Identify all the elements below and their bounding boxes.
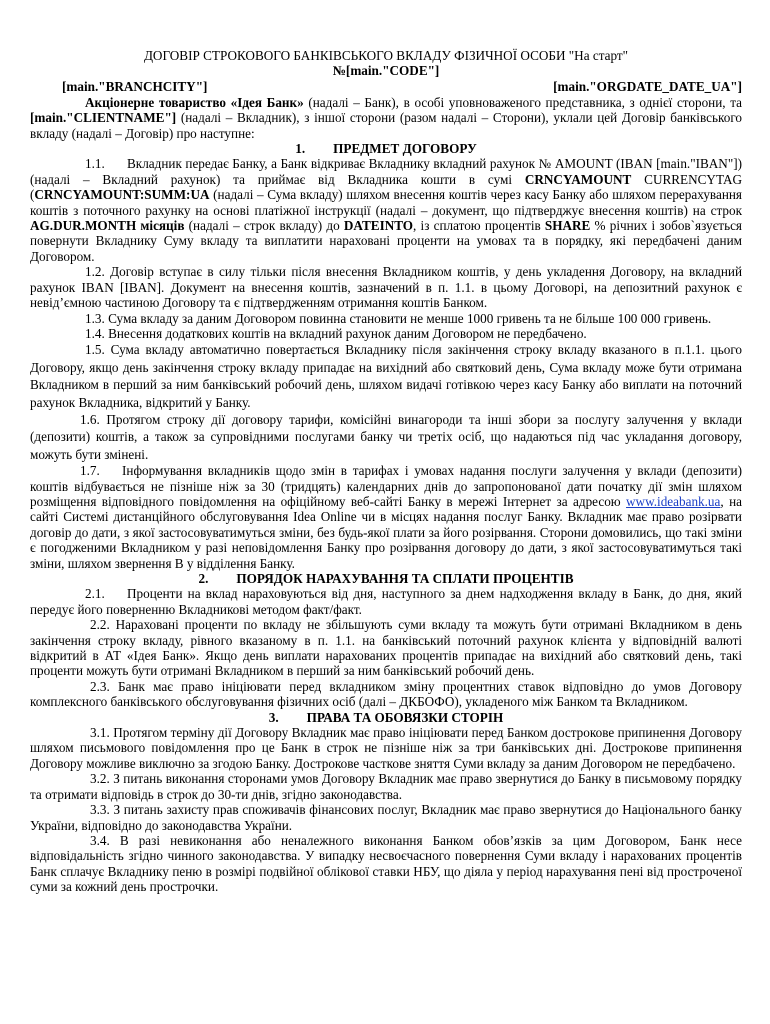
deposit-amount: CRNCYAMOUNT xyxy=(524,171,632,187)
clause-1-7-number: 1.7. xyxy=(80,463,100,479)
section-3-title: ПРАВА ТА ОБОВЯЗКИ СТОРІН xyxy=(306,709,504,725)
clause-1-7-text-a: Інформування вкладників щодо змін в тарифах і умовах надання послуги залучення у вклади (депозити) коштів відбувається не пізніше ніж за 30 (тридцять) календарних днів до запропонованої дати початку дії змін шляхом розміщення відповідного повідомлення на офіційному веб-сайті Банку в мережі Інтернет за адресою xyxy=(30,463,742,509)
clause-1-1-text-d: (надалі – строк вкладу) до xyxy=(184,218,344,234)
clause-1-1-text-a: Вкладник передає Банку, а Банк відкриває Вкладнику вкладний рахунок № AMOUNT (IBAN [main."IBAN"]) (надалі – Вкладний рахунок) та приймає від Вкладника кошти в сумі xyxy=(30,156,742,187)
clause-1-1-text-e: , із сплатою процентів xyxy=(413,218,545,234)
section-2-title: ПОРЯДОК НАРАХУВАННЯ ТА СПЛАТИ ПРОЦЕНТІВ xyxy=(236,571,574,586)
clause-1-2: 1.2. Договір вступає в силу тільки після внесення Вкладником коштів, у день укладення Договору, на вкладний рахунок IBAN [IBAN]. Документ на внесення коштів, зазначений в п. 1.1. в цьому Договорі, на депозитний рахунок є невід’ємною частиною Договору та є підтвердженням отримання коштів Банком. xyxy=(30,264,742,311)
clause-1-6: 1.6. Протягом строку дії договору тарифи, комісійні винагороди та інші збори за послугу залучення у вклади (депозити) коштів, а також за супровідними послугами банку чи третіх осіб, що надаються під час укладання договору, можуть бути змінені. xyxy=(30,411,742,462)
clause-2-3: 2.3. Банк має право ініціювати перед вкладником зміну процентних ставок відповідно до умов Договору комплексного банківського обслуговування фізичних осіб (далі – ДКБОФО), укладеного між Банком та Вкладником. xyxy=(30,678,742,710)
clause-2-1-number: 2.1. xyxy=(85,586,105,602)
document-title xyxy=(30,48,742,79)
clause-1-1 xyxy=(30,156,742,264)
clause-3-2: 3.2. З питань виконання сторонами умов Договору Вкладник має право звернутися до Банку в письмовому порядку та отримати відповідь в строк до 30-ти днів, згідно законодавства. xyxy=(30,771,742,802)
section-3-heading xyxy=(30,710,742,725)
clause-2-2: 2.2. Нараховані проценти по вкладу не збільшують суми вкладу та можуть бути отримані Вкладником в день закінчення строку вкладу, рівного вказаному в п. 1.1. на банківський поточний рахунок клієнта у відповідній валюті відкритий в АТ «Ідея Банк». Якщо день виплати нарахованих процентів припадає на вихідний або святковий день, такі проценти можуть бути отримані Вкладником в перший за ним банківський робочий день. xyxy=(30,617,742,679)
section-2-heading xyxy=(30,571,742,586)
clause-3-1: 3.1. Протягом терміну дії Договору Вкладник має право ініціювати перед Банком дострокове припинення Договору шляхом письмового повідомлення про це Банк в строк не пізніше ніж за три банківських дні. Дострокове припинення Договору можливе виключно за згодою Банку. Дострокове часткове зняття Суми вкладу за даним Договором не передбачено. xyxy=(30,725,742,771)
section-3-number: 3. xyxy=(268,709,279,725)
bank-website-link[interactable]: www.ideabank.ua xyxy=(626,493,721,509)
client-name: [main."CLIENTNAME"] xyxy=(30,110,177,126)
section-1-heading xyxy=(30,141,742,156)
contract-number: №[main."CODE"] xyxy=(332,63,440,79)
clause-1-1-number: 1.1. xyxy=(85,156,105,172)
interest-rate: SHARE xyxy=(544,218,591,234)
clause-3-3: 3.3. З питань захисту прав споживачів фінансових послуг, Вкладник має право звернутися до Національного банку України, відповідно до законодавства України. xyxy=(30,802,742,833)
clause-1-4: 1.4. Внесення додаткових коштів на вкладний рахунок даним Договором не передбачено. xyxy=(85,325,587,341)
branch-city: [main."BRANCHCITY"] xyxy=(62,78,208,94)
contract-date: [main."ORGDATE_DATE_UA"] xyxy=(553,78,742,94)
deposit-amount-words: CRNCYAMOUNT:SUMM:UA xyxy=(34,187,210,203)
preamble xyxy=(30,95,742,141)
clause-1-3: 1.3. Сума вкладу за даним Договором повинна становити не менше 1000 гривень та не більше 100 000 гривень. xyxy=(85,310,712,326)
clause-1-5: 1.5. Сума вкладу автоматично повертається Вкладнику після закінчення строку вкладу вказаного в п.1.1. цього Договору, якщо день закінчення строку вкладу припадає на вихідний або святковий день, Сума вкладу може бути отримана Вкладником в перший за ним банківський робочий день, шляхом видачі готівкою через касу Банку або виплати на поточний рахунок Вкладника, відкритий у Банку. xyxy=(30,342,742,410)
header-row xyxy=(30,79,742,95)
preamble-text-1: (надалі – Банк), в особі уповноваженого представника, з однієї сторони, та xyxy=(303,94,742,110)
deposit-term: AG.DUR.MONTH місяців xyxy=(30,218,185,234)
preamble-text-2: (надалі – Вкладник), з іншої сторони (разом надалі – Сторони), уклали цей Договір банківського вкладу (надалі – Договір) про наступне: xyxy=(30,110,742,141)
section-1-title: ПРЕДМЕТ ДОГОВОРУ xyxy=(333,141,477,157)
clause-1-1-text-c: (надалі – Сума вкладу) шляхом внесення коштів через касу Банку або шляхом перерахування коштів з поточного рахунку на основі платіжної інструкції (надалі – документ, що підтверджує внесення коштів) на строк xyxy=(30,187,742,218)
title-line-1: ДОГОВІР СТРОКОВОГО БАНКІВСЬКОГО ВКЛАДУ ФІЗИЧНОЇ ОСОБИ "На старт" xyxy=(143,48,629,63)
clause-1-1-text-f: % річних і зобов`язується повернути Вкладнику Суму вкладу та виплатити нараховані проценти на умовах та в порядку, які передбачені даним Договором. xyxy=(30,218,742,264)
clause-2-1 xyxy=(30,586,742,617)
clause-1-7 xyxy=(30,463,742,571)
section-1-number: 1. xyxy=(295,141,306,157)
deposit-end-date: DATEINTO xyxy=(343,218,414,234)
bank-name: Акціонерне товариство «Ідея Банк» xyxy=(85,94,304,110)
clause-2-1-text: Проценти на вклад нараховуються від дня, наступного за днем надходження вкладу в Банк, до дня, який передує його поверненню Вкладникові методом факт/факт. xyxy=(30,586,742,617)
section-2-number: 2. xyxy=(198,571,209,586)
clause-1-1-text-b: CURRENCYTAG ( xyxy=(30,171,743,203)
clause-1-7-text-b: , на сайті Системі дистанційного обслуговування Idea Online чи в місцях надання послуг Банку. Вкладник має право розірвати договір до дати, з якої застосовуватимуться зміни, без будь-якої плати за його розірвання. Сторони домовились, що такі зміни є погодженими Вкладником у разі неповідомлення Банку про розірвання договору до дати, з якої застосовуватимуться такі зміни, шляхом звернення В у відділення Банку. xyxy=(30,493,742,571)
clause-3-4: 3.4. В разі невиконання або неналежного виконання Банком обов’язків за цим Договором, Банк несе відповідальність згідно чинного законодавства. У випадку несвоєчасного повернення Суми вкладу і нарахованих процентів Банк сплачує Вкладнику пеню в розмірі подвійної облікової ставки НБУ, що діяла у період нарахування пені від простроченої суми за кожний день прострочки. xyxy=(30,832,742,895)
